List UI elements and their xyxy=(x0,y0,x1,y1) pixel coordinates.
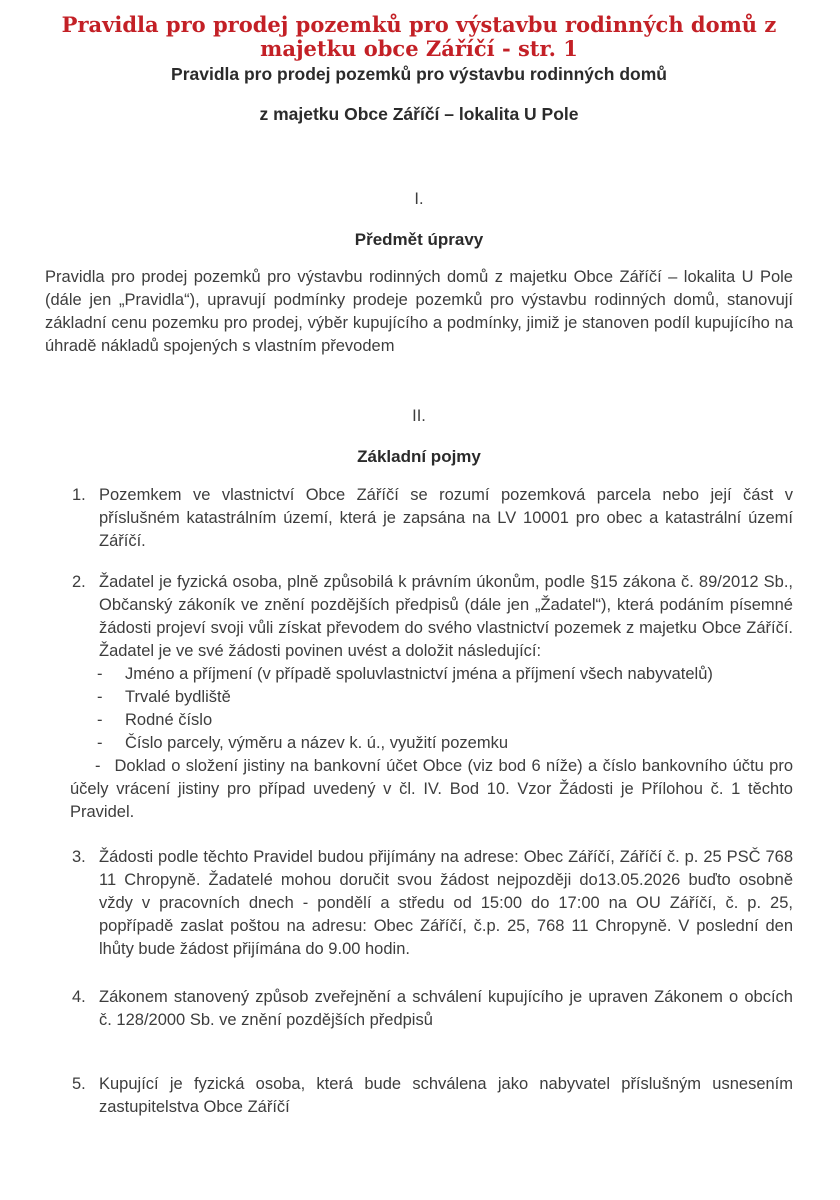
doc-subtitle: z majetku Obce Záříčí – lokalita U Pole xyxy=(259,104,579,124)
list-item-3 xyxy=(72,846,793,961)
section2-numeral: II. xyxy=(412,407,426,425)
item-number: 5. xyxy=(72,1075,86,1093)
bullet-dash: - xyxy=(97,665,103,683)
bullet-item xyxy=(97,732,793,755)
bullet-dash: - xyxy=(97,688,103,706)
list-item-2 xyxy=(72,571,793,824)
item-2-main-text: Žadatel je fyzická osoba, plně způsobilá k právním úkonům, podle §15 zákona č. 89/2012 Sb., Občanský zákoník ve znění pozdějších předpisů (dále jen „Žadatel“), která podáním písemné žádosti projeví svoji vůli získat převodem do svého vlastnictví pozemek z majetku Obce Záříčí. Žadatel je ve své žádosti povinen uvést a doložit následující: xyxy=(99,573,793,660)
section2-heading: Základní pojmy xyxy=(357,447,481,466)
list-item-5 xyxy=(72,1073,793,1119)
bullet-text: Rodné číslo xyxy=(125,711,213,729)
item-number: 1. xyxy=(72,486,86,504)
list-item-1 xyxy=(72,484,793,553)
section1-numeral: I. xyxy=(414,190,424,208)
doc-title: Pravidla pro prodej pozemků pro výstavbu rodinných domů xyxy=(171,64,667,84)
list-item-4 xyxy=(72,986,793,1032)
section1-paragraph: Pravidla pro prodej pozemků pro výstavbu rodinných domů z majetku Obce Záříčí – lokalita U Pole (dále jen „Pravidla“), upravují podmínky prodeje pozemků pro výstavbu rodinných domů, stanovují základní cenu pozemku pro prodej, výběr kupujícího a podmínky, jimiž je stanoven podíl kupujícího na úhradě nákladů spojených s vlastním převodem xyxy=(45,268,793,355)
bullet-text: Doklad o složení jistiny na bankovní účet Obce (viz bod 6 níže) a číslo bankovního účtu pro účely vrácení jistiny pro případ uvedený v čl. IV. Bod 10. Vzor Žádosti je Přílohou č. 1 těchto Pravidel. xyxy=(70,757,793,821)
bullet-dash: - xyxy=(95,757,101,775)
item-text xyxy=(70,571,793,824)
basic-terms-list xyxy=(45,484,793,1119)
bullet-item xyxy=(97,709,793,732)
red-page-title: Pravidla pro prodej pozemků pro výstavbu rodinných domů z majetku obce Záříčí - str. 1 xyxy=(61,12,777,61)
bullet-text: Jméno a příjmení (v případě spoluvlastnictví jména a příjmení všech nabyvatelů) xyxy=(125,665,713,683)
section1-heading: Předmět úpravy xyxy=(354,230,484,249)
item-2-bullet-list xyxy=(70,663,793,824)
item-number: 2. xyxy=(72,573,86,591)
item-text: Pozemkem ve vlastnictví Obce Záříčí se rozumí pozemková parcela nebo její část v příslušném katastrálním území, která je zapsána na LV 10001 pro obec a katastrální území Záříčí. xyxy=(99,486,793,550)
item-text: Zákonem stanovený způsob zveřejnění a schválení kupujícího je upraven Zákonem o obcích č. 128/2000 Sb. ve znění pozdějších předpisů xyxy=(99,988,793,1029)
bullet-item xyxy=(97,663,793,686)
item-text: Kupující je fyzická osoba, která bude schválena jako nabyvatel příslušným usnesením zastupitelstva Obce Záříčí xyxy=(99,1075,793,1116)
bullet-dash: - xyxy=(97,734,103,752)
bullet-item xyxy=(97,686,793,709)
bullet-dash: - xyxy=(97,711,103,729)
bullet-text: Trvalé bydliště xyxy=(125,688,231,706)
bullet-text: Číslo parcely, výměru a název k. ú., využití pozemku xyxy=(125,734,509,752)
item-number: 3. xyxy=(72,848,86,866)
item-number: 4. xyxy=(72,988,86,1006)
bullet-item-doklad xyxy=(70,755,793,824)
item-text: Žádosti podle těchto Pravidel budou přijímány na adrese: Obec Záříčí, Záříčí č. p. 25 PSČ 768 11 Chropyně. Žadatelé mohou doručit svou žádost nejpozději do13.05.2026 buďto osobně vždy v pracovních dnech - pondělí a středu od 15:00 do 17:00 na OU Záříčí, č. p. 25, popřípadě zaslat poštou na adresu: Obec Záříčí, č.p. 25, 768 11 Chropyně. V poslední den lhůty bude žádost přijímána do 9.00 hodin. xyxy=(99,848,793,958)
